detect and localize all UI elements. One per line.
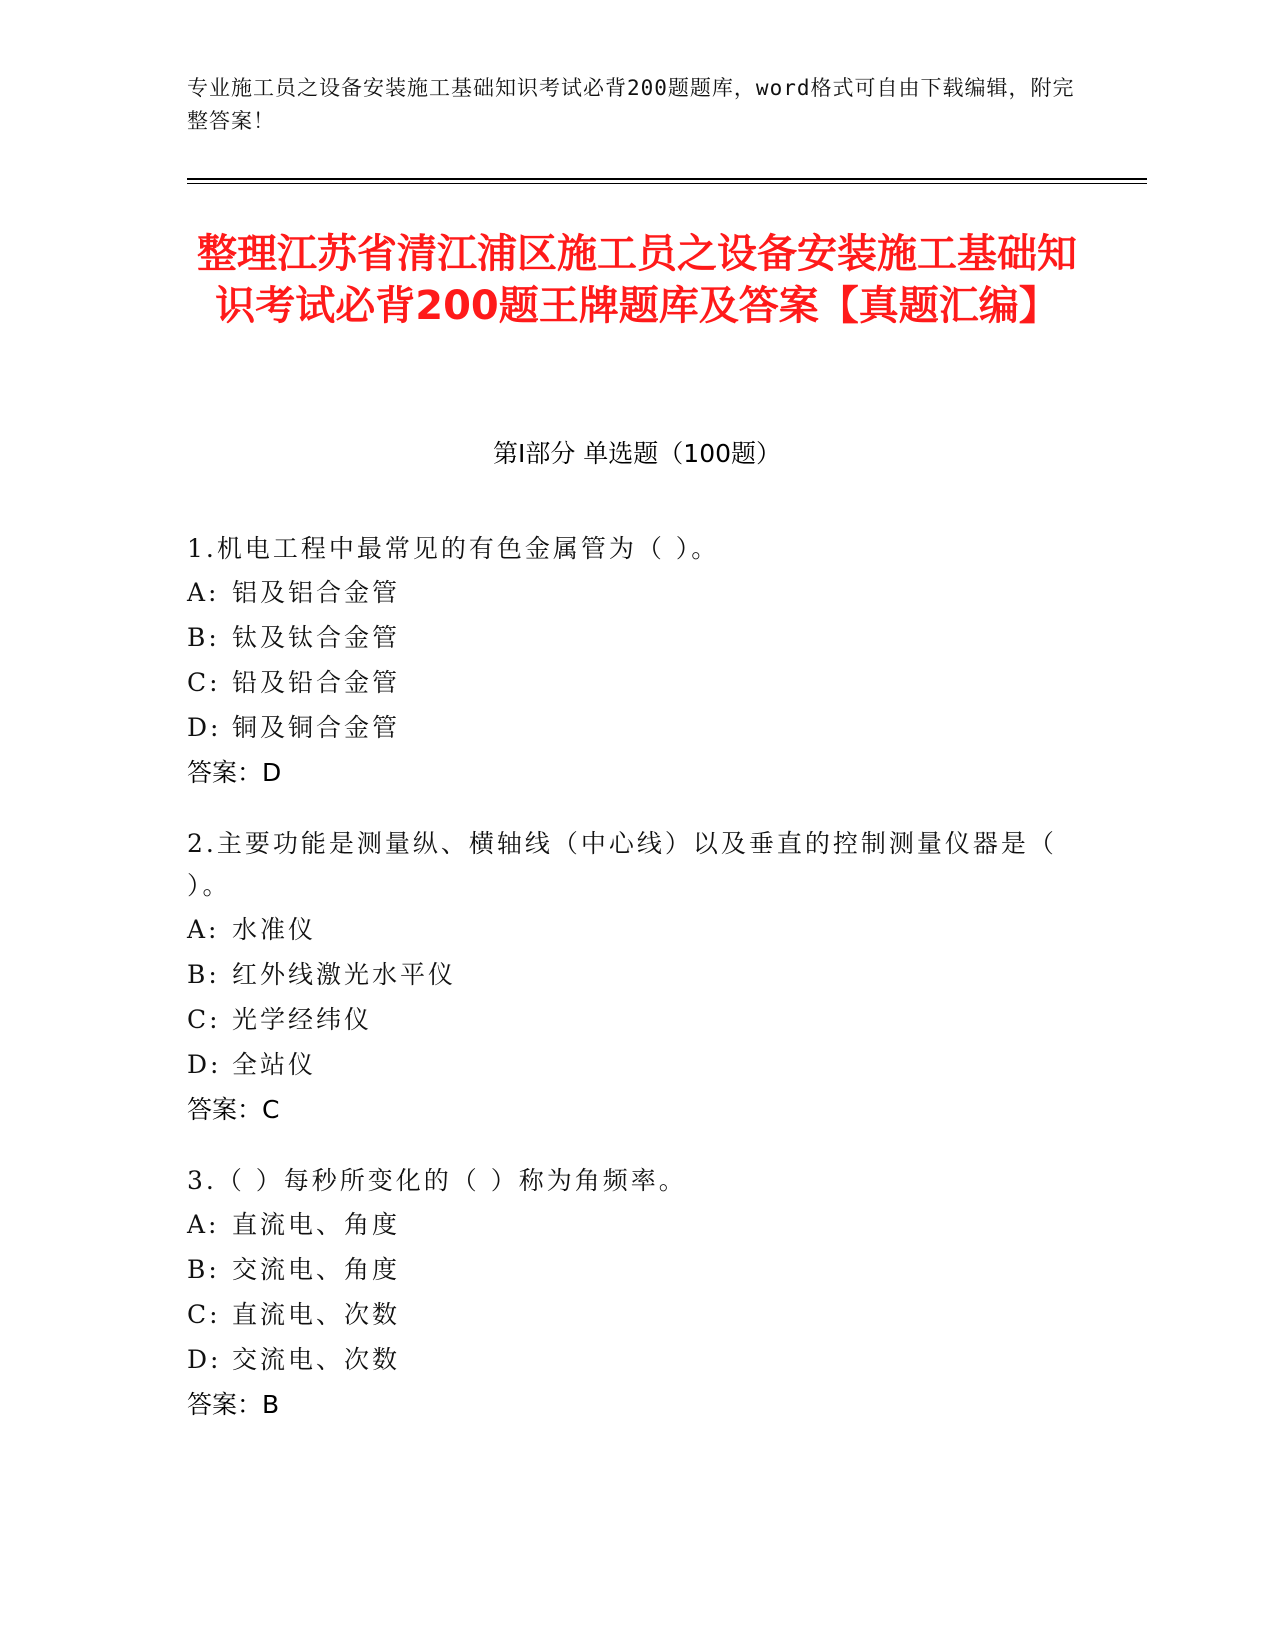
option-a <box>187 570 1087 615</box>
option-letter: B: <box>187 1255 220 1284</box>
option-d <box>187 1337 1087 1382</box>
header-divider-thin <box>187 183 1147 184</box>
option-letter: D: <box>187 1345 222 1374</box>
section-title: 第Ⅰ部分 单选题（100题） <box>492 439 782 468</box>
option-b <box>187 615 1087 660</box>
option-a <box>187 1202 1087 1247</box>
option-letter: B: <box>187 623 220 652</box>
option-a <box>187 907 1087 952</box>
option-b <box>187 1247 1087 1292</box>
option-text: 交流电、次数 <box>232 1345 401 1374</box>
question-item <box>187 528 1087 795</box>
option-letter: A: <box>187 1210 220 1239</box>
option-text: 铜及铜合金管 <box>232 713 401 742</box>
option-d <box>187 705 1087 750</box>
option-text: 水准仪 <box>232 915 317 944</box>
option-text: 全站仪 <box>232 1050 317 1079</box>
option-text: 直流电、次数 <box>232 1300 401 1329</box>
option-letter: C: <box>187 668 221 697</box>
option-c <box>187 997 1087 1042</box>
option-d <box>187 1042 1087 1087</box>
option-text: 交流电、角度 <box>232 1255 401 1284</box>
answer-line: 答案：D <box>187 758 282 787</box>
answer-line: 答案：C <box>187 1095 280 1124</box>
option-text: 红外线激光水平仪 <box>232 960 457 989</box>
answer-line: 答案：B <box>187 1390 280 1419</box>
question-stem: 1.机电工程中最常见的有色金属管为（ ）。 <box>187 534 720 563</box>
option-letter: B: <box>187 960 220 989</box>
question-item <box>187 823 1087 1132</box>
option-letter: D: <box>187 1050 222 1079</box>
option-b <box>187 952 1087 997</box>
option-letter: D: <box>187 713 222 742</box>
option-text: 铅及铅合金管 <box>232 668 401 697</box>
option-letter: C: <box>187 1005 221 1034</box>
option-letter: A: <box>187 578 220 607</box>
option-letter: C: <box>187 1300 221 1329</box>
header-divider-thick <box>187 178 1147 180</box>
document-title: 整理江苏省清江浦区施工员之设备安装施工基础知识考试必背200题王牌题库及答案【真题汇编】 <box>197 231 1077 329</box>
question-stem: 3.（ ）每秒所变化的（ ）称为角频率。 <box>187 1166 687 1195</box>
option-text: 直流电、角度 <box>232 1210 401 1239</box>
option-letter: A: <box>187 915 220 944</box>
option-text: 钛及钛合金管 <box>232 623 401 652</box>
question-list <box>187 528 1087 1455</box>
question-item <box>187 1160 1087 1427</box>
option-c <box>187 660 1087 705</box>
option-text: 光学经纬仪 <box>232 1005 373 1034</box>
header-note: 专业施工员之设备安装施工基础知识考试必背200题题库，word格式可自由下载编辑，附完整答案！ <box>187 76 1075 133</box>
option-text: 铝及铝合金管 <box>232 578 401 607</box>
question-stem: 2.主要功能是测量纵、横轴线（中心线）以及垂直的控制测量仪器是（ ）。 <box>187 829 1057 900</box>
option-c <box>187 1292 1087 1337</box>
